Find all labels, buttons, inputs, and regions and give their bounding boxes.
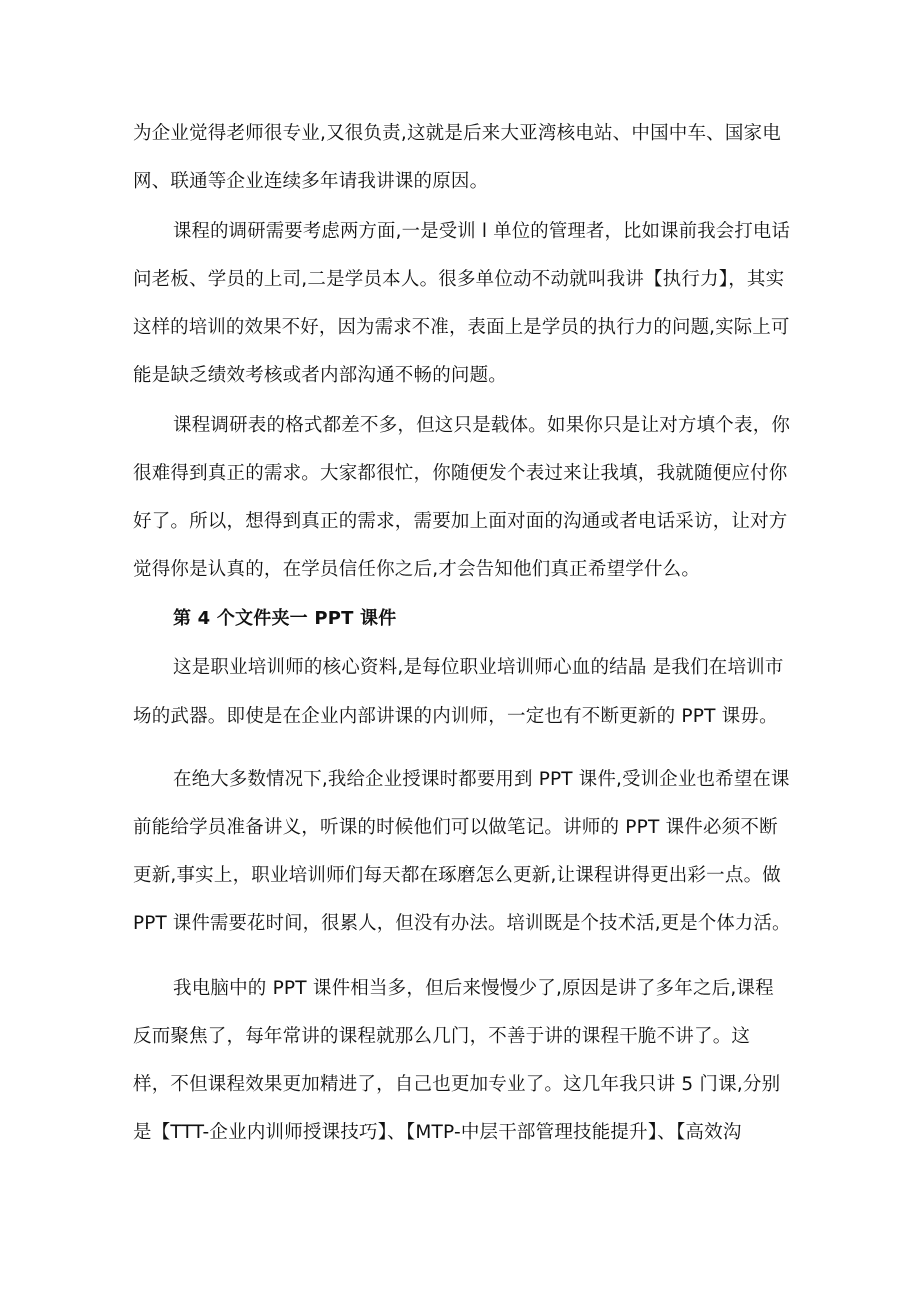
paragraph-2-line-2: 问老板、学员的上司,二是学员本人。很多单位动不动就叫我讲【执行力】，其实 xyxy=(133,269,785,290)
paragraph-1-line-1: 为企业觉得老师很专业,又很负责,这就是后来大亚湾核电站、中国中车、国家电 xyxy=(133,123,781,144)
paragraph-3-line-3: 好了。所以，想得到真正的需求，需要加上面对面的沟通或者电话采访，让对方 xyxy=(133,511,788,532)
paragraph-1-line-2: 网、联通等企业连续多年请我讲课的原因。 xyxy=(133,171,489,192)
paragraph-6-line-3: 样，不但课程效果更加精进了，自己也更加专业了。这几年我只讲 5 门课,分别 xyxy=(133,1074,781,1095)
paragraph-5-line-3: 更新,事实上，职业培训师们每天都在琢磨怎么更新,让课程讲得更出彩一点。做 xyxy=(133,865,781,886)
section-heading: 第 4 个文件夹一 PPT 课件 xyxy=(173,608,397,629)
paragraph-3-line-1: 课程调研表的格式都差不多，但这只是载体。如果你只是让对方填个表，你 xyxy=(173,415,791,436)
paragraph-5-line-2: 前能给学员准备讲义，听课的时候他们可以做笔记。讲师的 PPT 课件必须不断 xyxy=(133,817,778,838)
paragraph-2-line-3: 这样的培训的效果不好，因为需求不准，表面上是学员的执行力的问题,实际上可 xyxy=(133,317,790,338)
paragraph-3-line-2: 很难得到真正的需求。大家都很忙，你随便发个表过来让我填，我就随便应付你 xyxy=(133,463,788,484)
paragraph-5-line-4: PPT 课件需要花时间，很累人，但没有办法。培训既是个技术活,更是个体力活。 xyxy=(133,913,791,934)
paragraph-6-line-2: 反而聚焦了，每年常讲的课程就那么几门，不善于讲的课程干脆不讲了。这 xyxy=(133,1026,751,1047)
paragraph-2-line-1: 课程的调研需要考虑两方面,一是受训 l 单位的管理者，比如课前我会打电话 xyxy=(173,221,791,242)
paragraph-3-line-4: 觉得你是认真的，在学员信任你之后,才会告知他们真正希望学什么。 xyxy=(133,559,701,580)
paragraph-2-line-4: 能是缺乏绩效考核或者内部沟通不畅的问题。 xyxy=(133,365,508,386)
paragraph-6-line-1: 我电脑中的 PPT 课件相当多，但后来慢慢少了,原因是讲了多年之后,课程 xyxy=(173,978,774,999)
paragraph-6-line-4: 是【TTT-企业内训师授课技巧】、【MTP-中层干部管理技能提升】、【高效沟 xyxy=(133,1122,742,1143)
paragraph-4-line-1: 这是职业培训师的核心资料,是每位职业培训师心血的结晶 是我们在培训市 xyxy=(173,657,784,678)
paragraph-5-line-1: 在绝大多数情况下,我给企业授课时都要用到 PPT 课件,受训企业也希望在课 xyxy=(173,769,790,790)
paragraph-4-line-2: 场的武器。即使是在企业内部讲课的内训师，一定也有不断更新的 PPT 课毋。 xyxy=(133,706,778,727)
